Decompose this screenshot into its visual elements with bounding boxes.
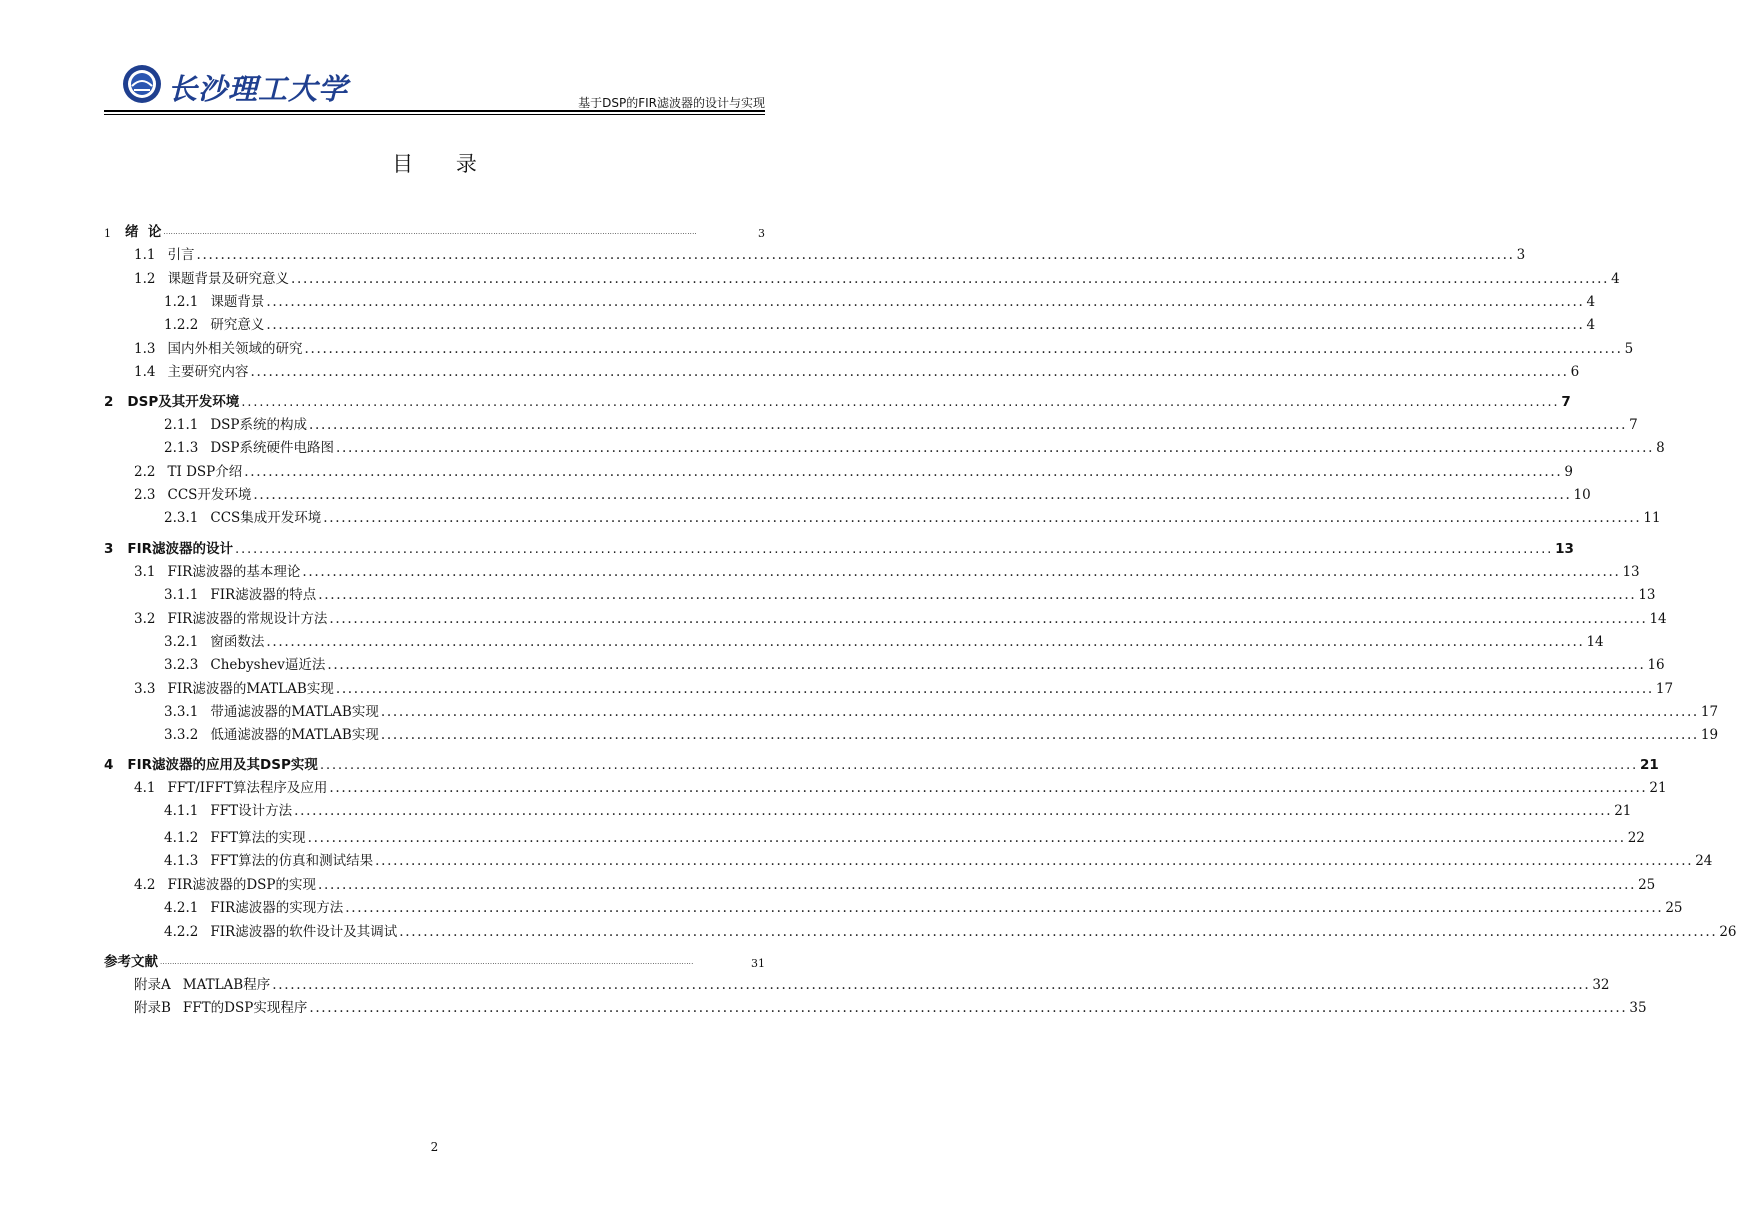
- toc-leader-dots: ............................................................................................................................................................................................................................: [302, 564, 1621, 580]
- toc-entry-page: 26: [1719, 924, 1737, 940]
- toc-entry-label: FIR滤波器的基本理论: [167, 564, 301, 580]
- toc-entry-number: 1.4: [134, 364, 156, 380]
- toc-entry-page: 21: [1649, 780, 1667, 796]
- toc-leader-dots: ............................................................................................................................................................................................................................: [253, 487, 1572, 503]
- toc-entry: [104, 721, 1719, 743]
- toc-entry-label: FIR滤波器的DSP的实现: [167, 877, 317, 893]
- toc-entry-number: 4.2.2: [164, 924, 199, 940]
- toc-leader-dots: ............................................................................................................................................................................................................................: [319, 757, 1638, 773]
- toc-entry-number: 3.1: [134, 564, 156, 580]
- toc-entry-page: 32: [1592, 977, 1610, 993]
- toc-entry-page: 16: [1647, 657, 1665, 673]
- toc-leader-dots: ............................................................................................................................................................................................................................: [266, 294, 1585, 310]
- toc-entry-label: 课题背景及研究意义: [167, 271, 289, 287]
- toc-entry-number: 3.3.1: [164, 704, 199, 720]
- toc-entry: [104, 311, 1596, 333]
- toc-entry-number: 1.2: [134, 271, 156, 287]
- toc-entry: [104, 535, 1574, 557]
- toc-entry-number: 3.2: [134, 611, 156, 627]
- toc-entry-page: 4: [1586, 317, 1596, 333]
- toc-leader-dots: ............................................................................................................................................................................................................................: [318, 877, 1637, 893]
- toc-leader-dots: ............................................................................................................................................................................................................................: [345, 900, 1664, 916]
- toc-entry: [104, 847, 1713, 869]
- toc-entry-number: 附录A: [134, 977, 171, 993]
- toc-entry-page: 7: [1561, 394, 1571, 410]
- toc-entry-page: 21: [1639, 757, 1659, 773]
- toc-entry-page: 13: [1638, 587, 1656, 603]
- toc-leader-dots: ............................................................................................................................................................................................................................: [380, 727, 1699, 743]
- toc-entry-number: 2.1.3: [164, 440, 199, 456]
- toc-entry-label: CCS开发环境: [167, 487, 252, 503]
- toc-entry-page: 11: [1643, 510, 1661, 526]
- toc-entry-label: FIR滤波器的MATLAB实现: [167, 681, 334, 697]
- toc-entry-label: FIR滤波器的软件设计及其调试: [210, 924, 398, 940]
- toc-leader-dots: ............................................................................................................................................................................................................................: [336, 440, 1655, 456]
- toc-leader-dots: ............................................................................................................................................................................................................................: [294, 803, 1613, 819]
- toc-entry: [104, 265, 1620, 287]
- toc-leader-dots: ............................................................................................................................................................................................................................: [160, 958, 694, 966]
- toc-entry-label: FFT算法的实现: [210, 830, 306, 846]
- toc-entry: [104, 698, 1719, 720]
- toc-entry-label: FFT/IFFT算法程序及应用: [167, 780, 328, 796]
- toc-leader-dots: ............................................................................................................................................................................................................................: [327, 657, 1646, 673]
- toc-entry-label: 引言: [167, 247, 195, 263]
- toc-entry-page: 35: [1629, 1000, 1647, 1016]
- toc-entry-number: 3.3: [134, 681, 156, 697]
- toc-entry-number: 4.2.1: [164, 900, 199, 916]
- toc-entry-page: 25: [1665, 900, 1683, 916]
- toc-entry: [104, 948, 765, 970]
- toc-entry: [104, 388, 1571, 410]
- toc-entry-label: FFT设计方法: [210, 803, 293, 819]
- toc-entry: [104, 504, 1661, 526]
- page-number: 2: [430, 1140, 439, 1154]
- toc-entry-page: 7: [1629, 417, 1638, 433]
- toc-entry-number: 3.2.1: [164, 634, 199, 650]
- toc-entry-number: 2.3: [134, 487, 156, 503]
- toc-entry: [104, 581, 1656, 603]
- toc-entry-label: DSP及其开发环境: [127, 394, 240, 410]
- toc-entry-number: 4.1.2: [164, 830, 199, 846]
- toc-entry-page: 5: [1624, 341, 1634, 357]
- toc-leader-dots: ............................................................................................................................................................................................................................: [375, 853, 1694, 869]
- toc-entry-page: 13: [1555, 541, 1574, 557]
- toc-entry-page: 13: [1622, 564, 1640, 580]
- toc-entry-label: FFT算法的仿真和测试结果: [210, 853, 374, 869]
- toc-leader-dots: ............................................................................................................................................................................................................................: [309, 1000, 1628, 1016]
- toc-entry: [104, 481, 1591, 503]
- toc-leader-dots: ............................................................................................................................................................................................................................: [241, 394, 1560, 410]
- toc-entry-page: 3: [1516, 247, 1526, 263]
- toc-entry: [104, 994, 1647, 1016]
- toc-entry-number: 1.1: [134, 247, 156, 263]
- toc-entry: [104, 605, 1667, 627]
- toc-entry-label: 主要研究内容: [167, 364, 249, 380]
- toc-entry-label: CCS集成开发环境: [210, 510, 322, 526]
- toc-entry-number: 4.1.3: [164, 853, 199, 869]
- toc-entry-page: 4: [1611, 271, 1620, 287]
- toc-entry-page: 19: [1700, 727, 1719, 743]
- toc-entry-label: FIR滤波器的特点: [210, 587, 317, 603]
- header-rule-thin: [104, 114, 765, 115]
- toc-leader-dots: ............................................................................................................................................................................................................................: [196, 247, 1515, 263]
- toc-entry-label: TI DSP介绍: [167, 464, 243, 480]
- toc-entry-number: 1: [104, 227, 111, 240]
- toc-entry-number: 3.2.3: [164, 657, 199, 673]
- toc-entry: [104, 358, 1580, 380]
- toc-leader-dots: ............................................................................................................................................................................................................................: [235, 541, 1554, 557]
- toc-entry: [104, 918, 1737, 940]
- toc-entry-label: 窗函数法: [210, 634, 265, 650]
- toc-entry: [104, 458, 1573, 480]
- page-header: [104, 62, 765, 112]
- toc-entry-number: 2: [104, 394, 114, 410]
- toc-entry-label: DSP系统硬件电路图: [210, 440, 335, 456]
- toc-entry-label: DSP系统的构成: [210, 417, 308, 433]
- toc-entry-number: 4.1.1: [164, 803, 199, 819]
- toc-entry-label: Chebyshev逼近法: [210, 657, 326, 673]
- toc-entry-label: FIR滤波器的设计: [127, 541, 234, 557]
- toc-entry-page: 24: [1695, 853, 1713, 869]
- toc-entry-number: 4.1: [134, 780, 156, 796]
- toc-entry: [104, 774, 1667, 796]
- toc-entry-page: 17: [1655, 681, 1674, 697]
- toc-entry-number: 1.2.2: [164, 317, 199, 333]
- toc-leader-dots: ............................................................................................................................................................................................................................: [163, 228, 697, 236]
- toc-entry-number: 2.3.1: [164, 510, 199, 526]
- toc-leader-dots: ............................................................................................................................................................................................................................: [318, 587, 1637, 603]
- toc-entry-number: 3.3.2: [164, 727, 199, 743]
- toc-leader-dots: ............................................................................................................................................................................................................................: [290, 271, 1610, 287]
- toc-leader-dots: ............................................................................................................................................................................................................................: [250, 364, 1569, 380]
- header-rule-thick: [104, 110, 765, 112]
- toc-leader-dots: ............................................................................................................................................................................................................................: [244, 464, 1563, 480]
- toc-entry: [104, 411, 1638, 433]
- toc-entry-page: 4: [1586, 294, 1596, 310]
- toc-entry: [104, 894, 1683, 916]
- toc-entry: [104, 241, 1526, 263]
- toc-leader-dots: ............................................................................................................................................................................................................................: [266, 317, 1585, 333]
- toc-leader-dots: ............................................................................................................................................................................................................................: [335, 681, 1654, 697]
- toc-entry-label: 低通滤波器的MATLAB实现: [210, 727, 379, 743]
- toc-leader-dots: ............................................................................................................................................................................................................................: [399, 924, 1718, 940]
- toc-entry-page: 22: [1627, 830, 1645, 846]
- toc-leader-dots: ............................................................................................................................................................................................................................: [272, 977, 1591, 993]
- toc-entry: [104, 434, 1665, 456]
- toc-leader-dots: ............................................................................................................................................................................................................................: [307, 830, 1626, 846]
- toc-entry: [104, 675, 1674, 697]
- toc-entry-page: 8: [1656, 440, 1665, 456]
- toc-leader-dots: ............................................................................................................................................................................................................................: [266, 634, 1585, 650]
- toc-entry-page: 6: [1570, 364, 1580, 380]
- toc-entry-label: 带通滤波器的MATLAB实现: [210, 704, 379, 720]
- toc-entry: [104, 558, 1640, 580]
- toc-entry: [104, 751, 1659, 773]
- toc-entry-number: 3: [104, 541, 114, 557]
- toc-entry-page: 31: [751, 957, 765, 970]
- toc-title: 目 录: [392, 152, 495, 176]
- university-logo-icon: [122, 64, 162, 104]
- toc-leader-dots: ............................................................................................................................................................................................................................: [323, 510, 1642, 526]
- university-name-logo: 长沙理工大学: [168, 72, 349, 106]
- toc-entry-number: 2.2: [134, 464, 156, 480]
- toc-entry-number: 1.3: [134, 341, 156, 357]
- toc-entry: [104, 218, 765, 240]
- toc-entry-number: 4.2: [134, 877, 156, 893]
- toc-entry-label: 绪 论: [125, 224, 162, 240]
- toc-entry: [104, 871, 1656, 893]
- toc-entry-page: 3: [758, 227, 765, 240]
- toc-entry: [104, 824, 1645, 846]
- toc-entry-page: 17: [1700, 704, 1719, 720]
- toc-leader-dots: ............................................................................................................................................................................................................................: [304, 341, 1623, 357]
- toc-entry: [104, 651, 1665, 673]
- toc-entry-page: 21: [1614, 803, 1632, 819]
- toc-entry-label: 国内外相关领域的研究: [167, 341, 303, 357]
- toc-leader-dots: ............................................................................................................................................................................................................................: [329, 780, 1648, 796]
- toc-leader-dots: ............................................................................................................................................................................................................................: [380, 704, 1699, 720]
- toc-entry: [104, 335, 1634, 357]
- toc-entry-label: MATLAB程序: [182, 977, 271, 993]
- toc-entry-number: 1.2.1: [164, 294, 199, 310]
- toc-entry: [104, 971, 1610, 993]
- toc-entry-page: 9: [1564, 464, 1573, 480]
- toc-entry-label: FFT的DSP实现程序: [182, 1000, 308, 1016]
- toc-entry-number: 附录B: [134, 1000, 171, 1016]
- toc-entry: [104, 628, 1604, 650]
- toc-entry-label: 课题背景: [210, 294, 265, 310]
- toc-entry-page: 25: [1638, 877, 1656, 893]
- toc-entry: [104, 288, 1596, 310]
- toc-entry-number: 3.1.1: [164, 587, 199, 603]
- toc-entry: [104, 797, 1632, 819]
- toc-entry-number: 2.1.1: [164, 417, 199, 433]
- toc-entry-label: 参考文献: [104, 954, 158, 970]
- toc-entry-label: FIR滤波器的实现方法: [210, 900, 344, 916]
- toc-entry-label: FIR滤波器的常规设计方法: [167, 611, 328, 627]
- header-title: 基于DSP的FIR滤波器的设计与实现: [578, 96, 765, 110]
- toc-leader-dots: ............................................................................................................................................................................................................................: [329, 611, 1648, 627]
- toc-entry-page: 14: [1586, 634, 1604, 650]
- toc-entry-page: 14: [1649, 611, 1667, 627]
- toc-entry-label: 研究意义: [210, 317, 265, 333]
- toc-entry-label: FIR滤波器的应用及其DSP实现: [127, 757, 318, 773]
- toc-leader-dots: ............................................................................................................................................................................................................................: [309, 417, 1628, 433]
- toc-entry-number: 4: [104, 757, 114, 773]
- toc-entry-page: 10: [1573, 487, 1591, 503]
